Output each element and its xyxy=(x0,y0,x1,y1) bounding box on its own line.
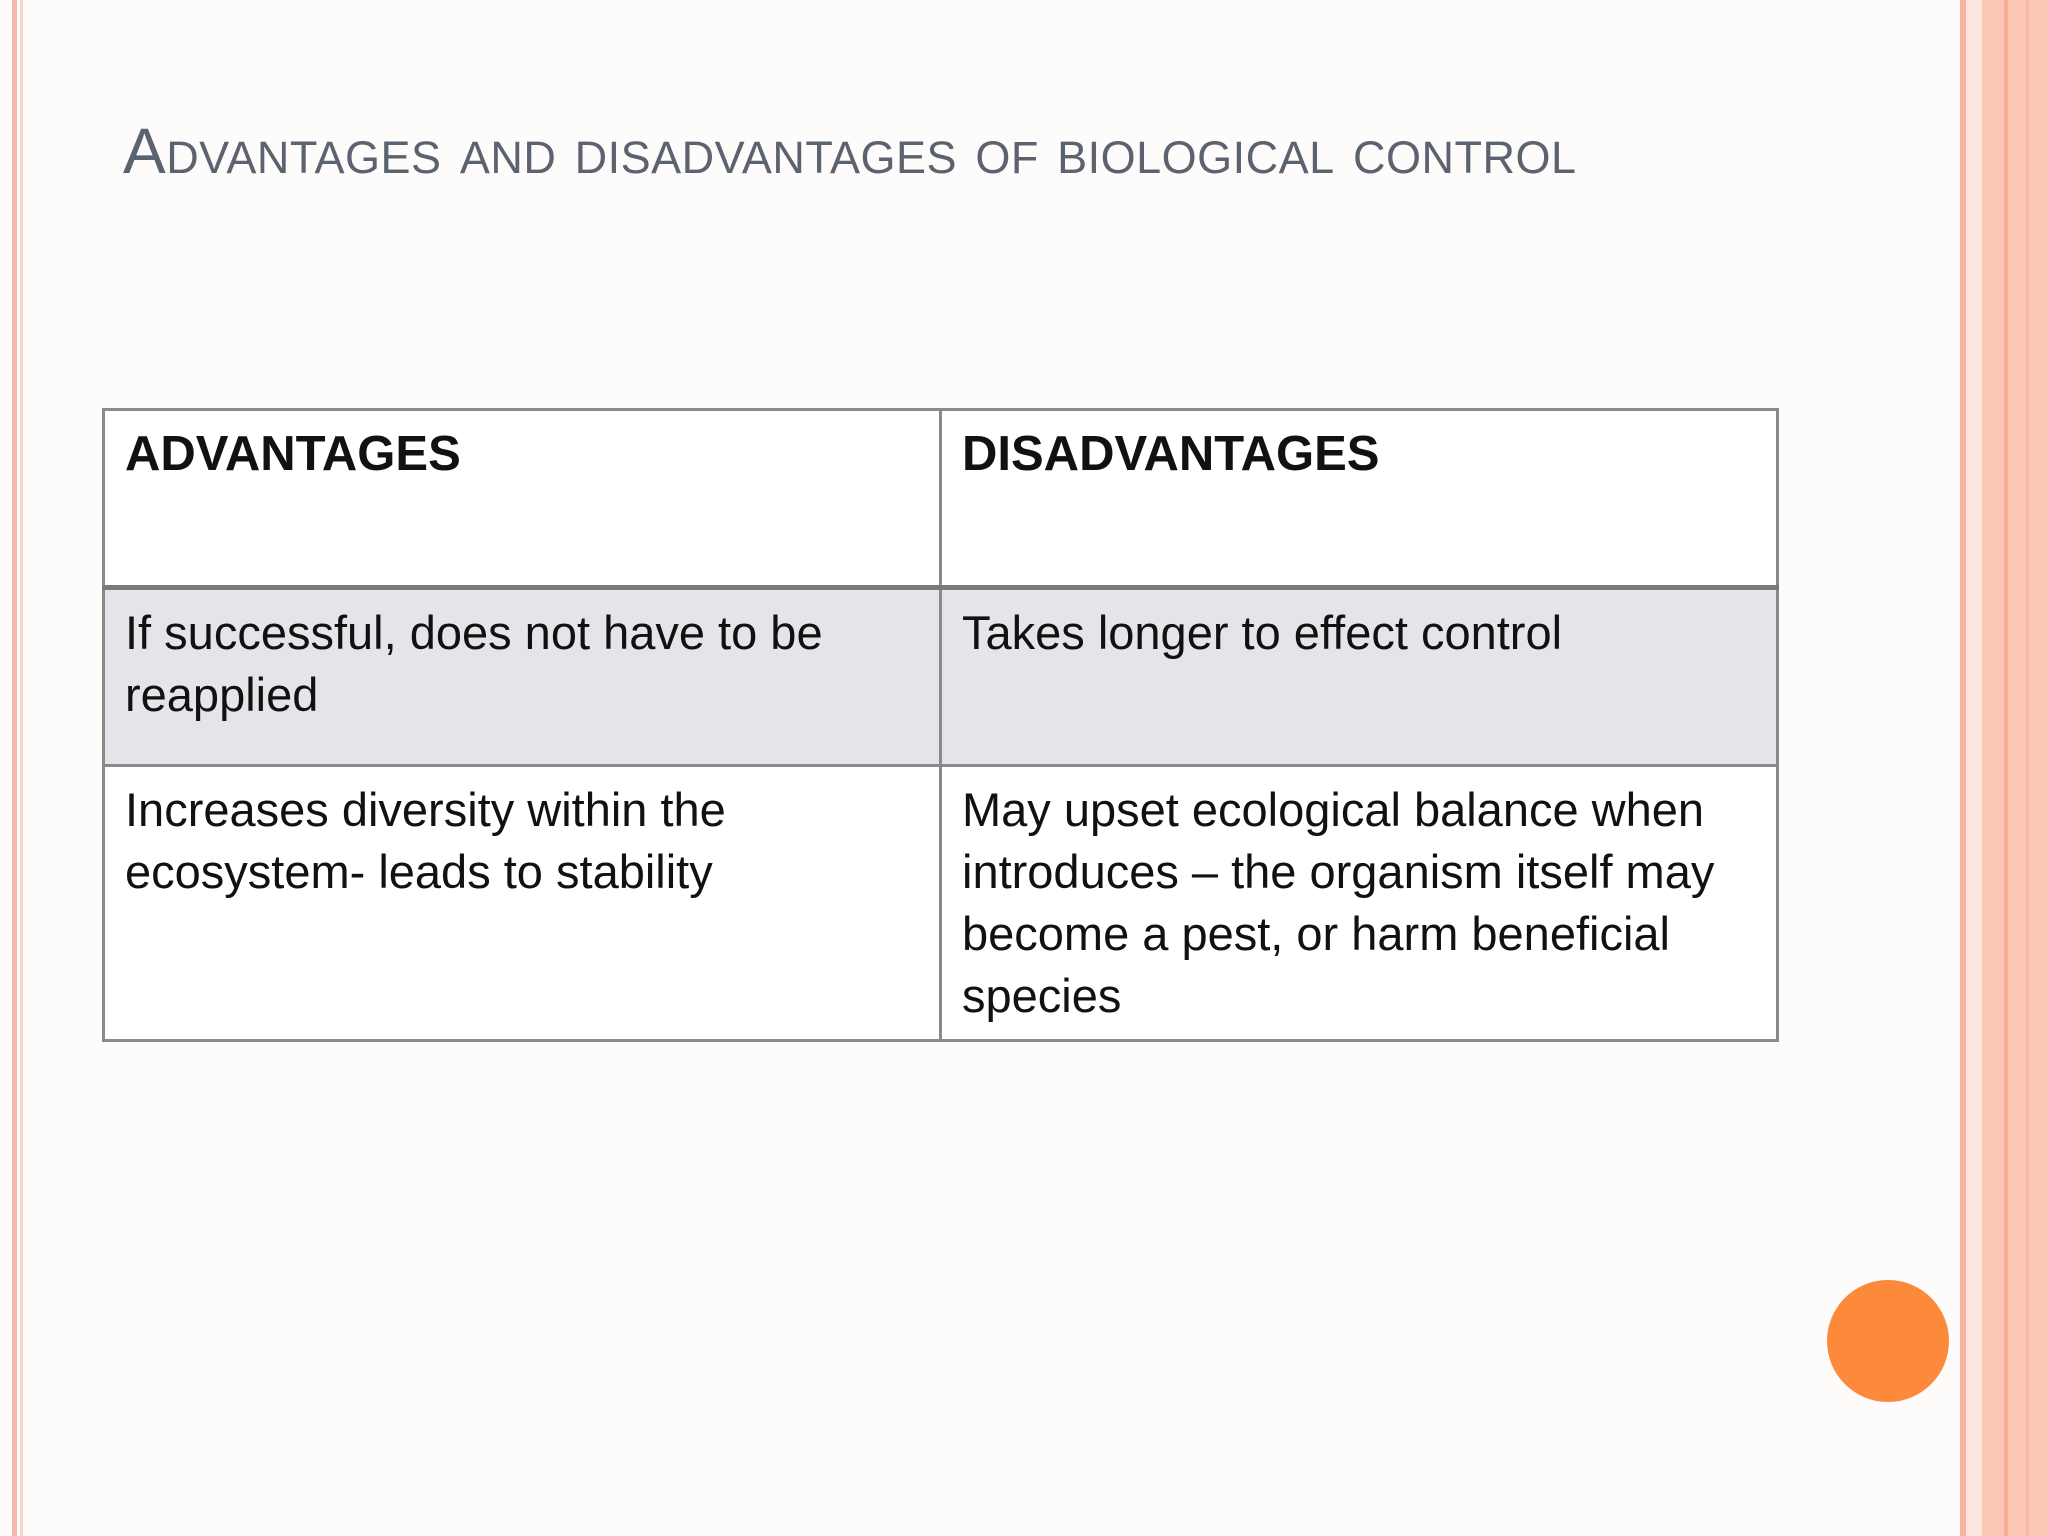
table-row xyxy=(104,588,1778,766)
table-cell-disadvantage: May upset ecological balance when introduces – the organism itself may become a pest, or harm beneficial species xyxy=(941,766,1778,1041)
table-cell-disadvantage: Takes longer to effect control xyxy=(941,588,1778,766)
table-cell-advantage: If successful, does not have to be reapplied xyxy=(104,588,941,766)
table-cell-advantage: Increases diversity within the ecosystem- leads to stability xyxy=(104,766,941,1041)
comparison-table-container xyxy=(102,408,1776,1042)
right-border-band xyxy=(1982,0,2048,1536)
right-border-stripe-2 xyxy=(2026,0,2029,1536)
header-disadvantages: DISADVANTAGES xyxy=(941,410,1778,588)
right-border-stripe xyxy=(2004,0,2008,1536)
left-border-line-inner xyxy=(20,0,23,1536)
table-header-row xyxy=(104,410,1778,588)
header-advantages: ADVANTAGES xyxy=(104,410,941,588)
right-border-gap xyxy=(1966,0,1982,1536)
left-border-line xyxy=(12,0,17,1536)
orange-circle-decoration xyxy=(1827,1280,1949,1402)
table-row xyxy=(104,766,1778,1041)
slide-title: Advantages and disadvantages of biological control xyxy=(123,115,1577,187)
comparison-table xyxy=(102,408,1779,1042)
